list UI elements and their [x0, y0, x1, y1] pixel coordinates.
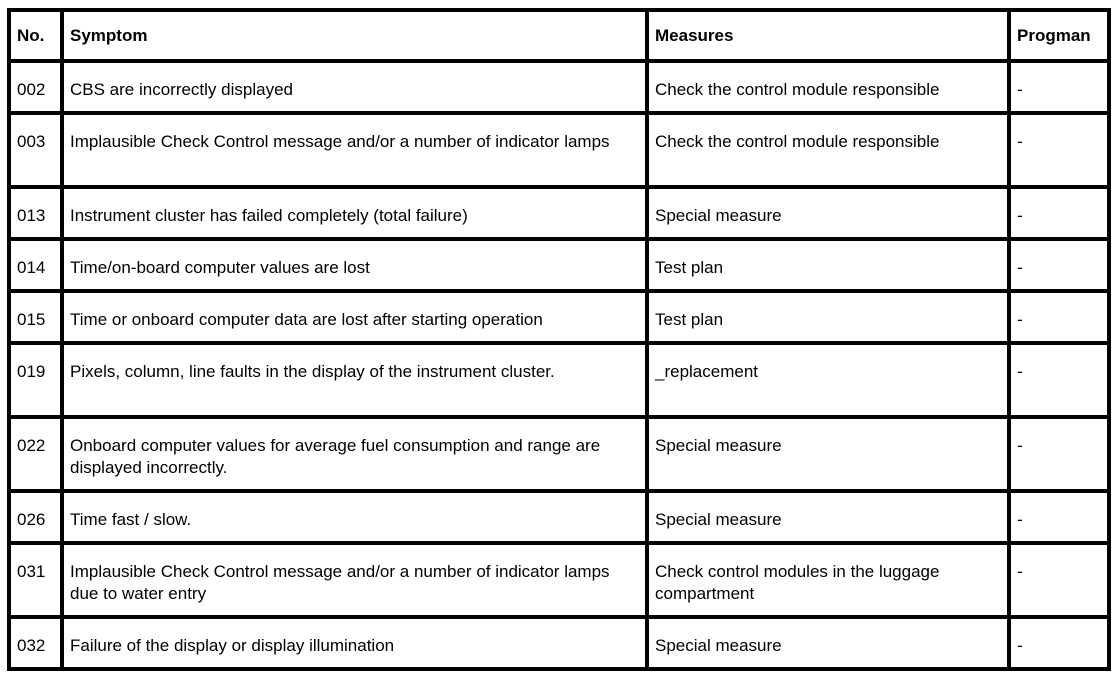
cell-progman: -: [1009, 239, 1109, 291]
column-header-measures: Measures: [647, 10, 1009, 61]
cell-symptom: Time/on-board computer values are lost: [62, 239, 647, 291]
symptom-table: [7, 8, 1111, 671]
cell-progman: -: [1009, 617, 1109, 669]
table-row: [9, 113, 1109, 187]
cell-no: 003: [9, 113, 62, 187]
table-header-row: [9, 10, 1109, 61]
cell-measures: Special measure: [647, 491, 1009, 543]
cell-measures: Check control modules in the luggage compartment: [647, 543, 1009, 617]
cell-progman: -: [1009, 61, 1109, 113]
cell-no: 015: [9, 291, 62, 343]
cell-measures: Check the control module responsible: [647, 113, 1009, 187]
cell-no: 014: [9, 239, 62, 291]
cell-no: 022: [9, 417, 62, 491]
cell-no: 031: [9, 543, 62, 617]
cell-symptom: CBS are incorrectly displayed: [62, 61, 647, 113]
cell-progman: -: [1009, 291, 1109, 343]
cell-symptom: Time fast / slow.: [62, 491, 647, 543]
column-header-progman: Progman: [1009, 10, 1109, 61]
table-row: [9, 543, 1109, 617]
cell-no: 013: [9, 187, 62, 239]
column-header-symptom: Symptom: [62, 10, 647, 61]
cell-symptom: Implausible Check Control message and/or a number of indicator lamps due to water entry: [62, 543, 647, 617]
cell-no: 032: [9, 617, 62, 669]
table-row: [9, 343, 1109, 417]
cell-measures: Special measure: [647, 617, 1009, 669]
cell-symptom: Implausible Check Control message and/or a number of indicator lamps: [62, 113, 647, 187]
table-row: [9, 417, 1109, 491]
cell-progman: -: [1009, 187, 1109, 239]
cell-progman: -: [1009, 343, 1109, 417]
cell-symptom: Onboard computer values for average fuel consumption and range are displayed incorrectly.: [62, 417, 647, 491]
cell-symptom: Pixels, column, line faults in the display of the instrument cluster.: [62, 343, 647, 417]
table-row: [9, 239, 1109, 291]
cell-no: 026: [9, 491, 62, 543]
cell-measures: _replacement: [647, 343, 1009, 417]
table-row: [9, 61, 1109, 113]
cell-progman: -: [1009, 417, 1109, 491]
cell-measures: Special measure: [647, 417, 1009, 491]
table-row: [9, 491, 1109, 543]
table-row: [9, 617, 1109, 669]
column-header-no: No.: [9, 10, 62, 61]
cell-measures: Check the control module responsible: [647, 61, 1009, 113]
cell-measures: Test plan: [647, 291, 1009, 343]
cell-measures: Special measure: [647, 187, 1009, 239]
cell-no: 019: [9, 343, 62, 417]
table-row: [9, 187, 1109, 239]
cell-progman: -: [1009, 543, 1109, 617]
cell-symptom: Instrument cluster has failed completely (total failure): [62, 187, 647, 239]
cell-symptom: Time or onboard computer data are lost after starting operation: [62, 291, 647, 343]
cell-progman: -: [1009, 491, 1109, 543]
table-row: [9, 291, 1109, 343]
cell-measures: Test plan: [647, 239, 1009, 291]
cell-progman: -: [1009, 113, 1109, 187]
cell-symptom: Failure of the display or display illumination: [62, 617, 647, 669]
cell-no: 002: [9, 61, 62, 113]
